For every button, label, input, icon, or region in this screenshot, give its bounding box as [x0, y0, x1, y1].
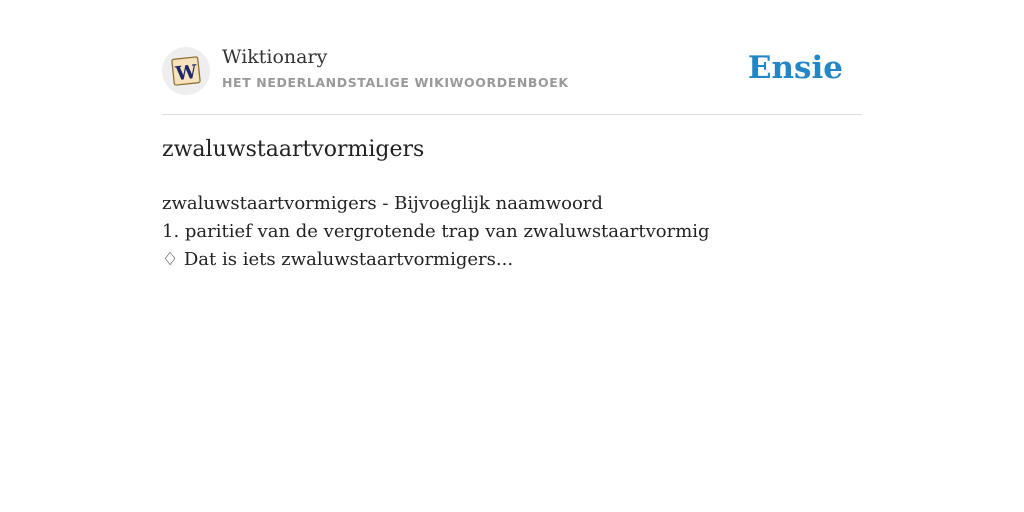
page-title: zwaluwstaartvormigers	[162, 137, 425, 162]
site-title[interactable]: Wiktionary	[222, 46, 328, 68]
entry-headline: zwaluwstaartvormigers - Bijvoeglijk naamwoord	[162, 193, 603, 214]
definition-entry	[162, 190, 710, 274]
site-header	[162, 44, 862, 115]
site-subtitle: HET NEDERLANDSTALIGE WIKIWOORDENBOEK	[222, 75, 569, 90]
wiktionary-logo-icon	[168, 53, 204, 89]
site-logo[interactable]	[162, 47, 210, 95]
logo-letter: W	[174, 60, 198, 86]
brand-link[interactable]: Ensie	[747, 50, 843, 86]
entry-definition: 1. paritief van de vergrotende trap van zwaluwstaartvormig	[162, 221, 710, 242]
entry-example: ♢ Dat is iets zwaluwstaartvormigers...	[162, 249, 514, 270]
